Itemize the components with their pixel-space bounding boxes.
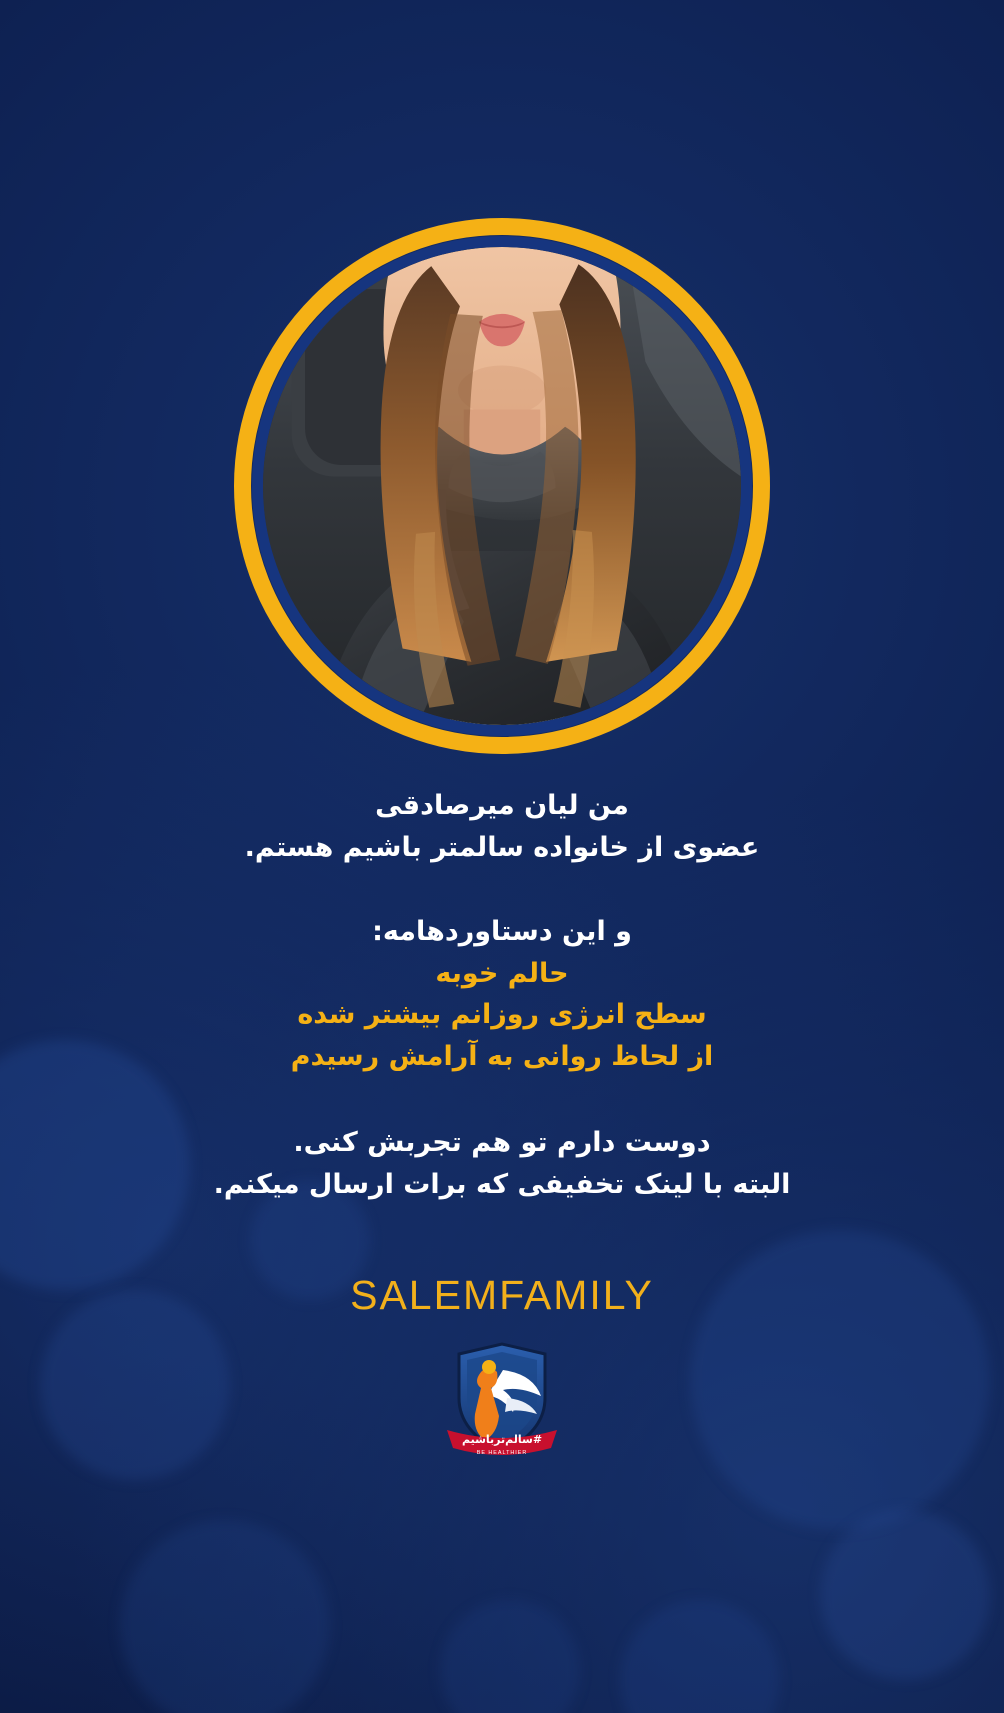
avatar xyxy=(212,196,792,776)
brand-logo xyxy=(437,1336,567,1466)
achievement-item-3: از لحاظ روانی به آرامش رسیدم xyxy=(290,1041,714,1073)
message-text-block xyxy=(0,785,1004,1206)
closing-line-2: البته با لینک تخفیفی که برات ارسال میکنم. xyxy=(213,1168,791,1200)
achievement-item-1: حالم خوبه xyxy=(435,957,569,989)
logo-tagline: BE HEALTHIER xyxy=(476,1450,528,1456)
intro-line-1: من لیان میرصادقی xyxy=(375,790,629,821)
avatar-photo xyxy=(263,247,741,725)
brand-name: SALEMFAMILY xyxy=(350,1272,654,1318)
closing-line-1: دوست دارم تو هم تجربش کنی. xyxy=(293,1127,711,1159)
logo-script-text: #سالم‌تر‌باشیم xyxy=(461,1433,543,1446)
intro-line-2: عضوی از خانواده سالمتر باشیم هستم. xyxy=(244,831,760,863)
bokeh-decoration xyxy=(620,1600,780,1713)
avatar-border xyxy=(252,236,752,736)
bokeh-decoration xyxy=(440,1600,580,1713)
achievement-item-2: سطح انرژی روزانم بیشتر شده xyxy=(297,999,707,1031)
bokeh-decoration xyxy=(120,1520,330,1713)
achievements-title: و این دستاوردهامه: xyxy=(372,915,632,947)
bokeh-decoration xyxy=(820,1510,990,1680)
